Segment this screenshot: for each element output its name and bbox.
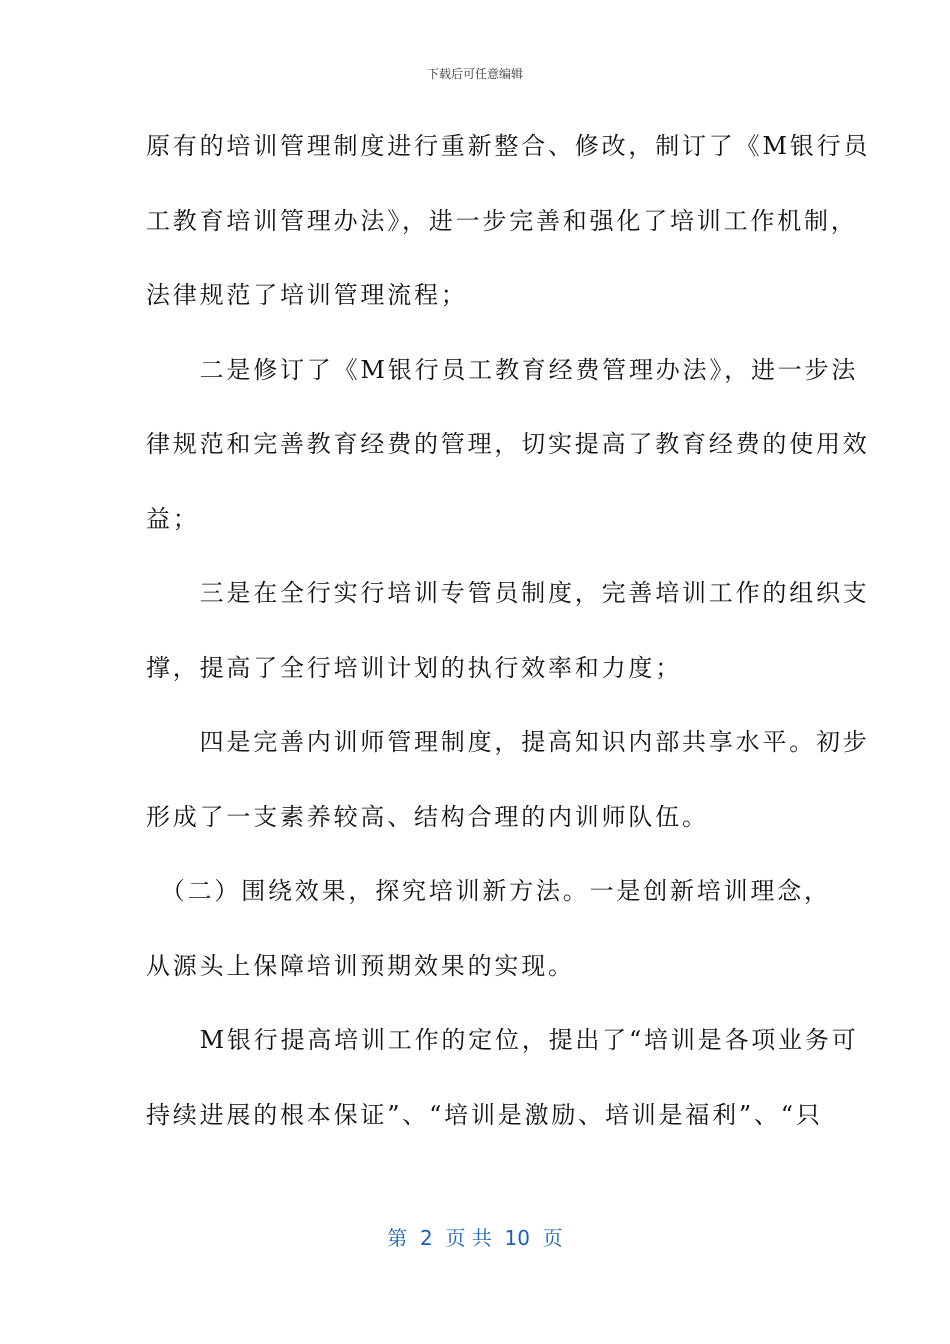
body-line: 原有的培训管理制度进行重新整合、修改，制订了《M银行员 [146, 132, 871, 160]
body-line: 益； [146, 504, 200, 533]
body-line: M银行提高培训工作的定位，提出了“培训是各项业务可 [146, 1026, 859, 1054]
body-line: 法律规范了培训管理流程； [146, 281, 468, 309]
body-line: 形成了一支素养较高、结构合理的内训师队伍。 [146, 802, 709, 831]
body-line: 律规范和完善教育经费的管理，切实提高了教育经费的使用效 [146, 430, 870, 458]
body-line: （二）围绕效果，探究培训新方法。一是创新培训理念， [146, 877, 831, 905]
body-line: 撑，提高了全行培训计划的执行效率和力度； [146, 653, 682, 682]
body-line: 四是完善内训师管理制度，提高知识内部共享水平。初步 [146, 728, 870, 756]
page-header-note: 下载后可任意编辑 [426, 67, 523, 81]
page-number-footer: 第 2 页 共 10 页 [387, 1226, 563, 1250]
body-line: 从源头上保障培训预期效果的实现。 [146, 951, 575, 980]
body-line: 持续进展的根本保证”、“培训是激励、培训是福利”、“只 [146, 1100, 823, 1129]
body-line: 三是在全行实行培训专管员制度，完善培训工作的组织支 [146, 579, 870, 607]
body-line: 工教育培训管理办法》，进一步完善和强化了培训工作机制， [146, 206, 858, 235]
body-line: 二是修订了《M银行员工教育经费管理办法》，进一步法 [146, 355, 859, 384]
document-body [146, 118, 871, 1161]
